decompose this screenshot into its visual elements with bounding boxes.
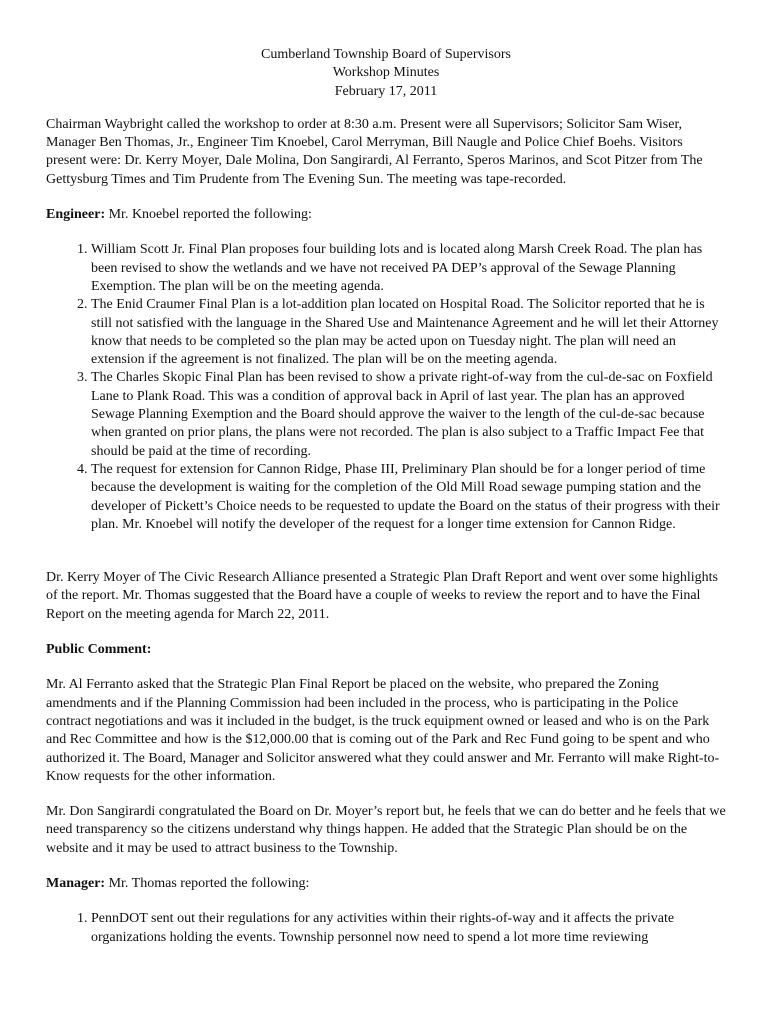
list-item: 1. William Scott Jr. Final Plan proposes four building lots and is located along Marsh Creek Road. The plan has been revised to show the wetlands and we have not received PA DEP’s approval of the Sewage Planning Exemption. The plan will be on the meeting agenda.: [91, 241, 726, 296]
manager-report-list: [46, 910, 726, 947]
header-organization: Cumberland Township Board of Supervisors: [261, 47, 511, 62]
header-document-type: Workshop Minutes: [332, 65, 440, 81]
moyer-paragraph: Dr. Kerry Moyer of The Civic Research Alliance presented a Strategic Plan Draft Report and went over some highlights of the report. Mr. Thomas suggested that the Board have a couple of weeks to review the report and to have the Final Report on the meeting agenda for March 22, 2011.: [46, 570, 718, 622]
spacer: [46, 551, 726, 569]
list-item: 3. The Charles Skopic Final Plan has been revised to show a private right-of-way from the cul-de-sac on Foxfield Lane to Plank Road. This was a condition of approval back in April of last year. The plan has an approved Sewage Planning Exemption and the Board should approve the waiver to the length of the cul-de-sac because when granted on prior plans, the plans were not recorded. The plan is also subject to a Traffic Impact Fee that should be paid at the time of recording.: [91, 369, 726, 460]
engineer-heading: [46, 206, 726, 224]
list-item: 1. PennDOT sent out their regulations for any activities within their rights-of-way and it affects the private organizations holding the events. Township personnel now need to spend a lot more time reviewing: [91, 910, 726, 947]
list-item: 4. The request for extension for Cannon Ridge, Phase III, Preliminary Plan should be for a longer period of time because the development is waiting for the completion of the Old Mill Road sewage pumping station and the developer of Pickett’s Choice needs to be requested to update the Board on the status of their progress with their plan. Mr. Knoebel will notify the developer of the request for a longer time extension for Cannon Ridge.: [91, 461, 726, 534]
public-comment-paragraph-sangirardi: Mr. Don Sangirardi congratulated the Board on Dr. Moyer’s report but, he feels that we can do better and he feels that we need transparency so the citizens understand why things happen. He added that the Strategic Plan should be on the website and it may be used to attract business to the Township.: [46, 804, 726, 856]
header-date: February 17, 2011: [334, 83, 438, 99]
manager-heading-text: Mr. Thomas reported the following:: [105, 875, 310, 891]
document-header: [46, 46, 726, 101]
list-item: 2. The Enid Craumer Final Plan is a lot-addition plan located on Hospital Road. The Solicitor reported that he is still not satisfied with the language in the Shared Use and Maintenance Agreement and he will let their Attorney know that needs to be completed so the plan may be acted upon on Tuesday night. The plan will need an extension if the agreement is not finalized. The plan will be on the meeting agenda.: [91, 296, 726, 369]
engineer-report-list: [46, 241, 726, 534]
engineer-label: Engineer:: [46, 207, 106, 223]
manager-label: Manager:: [46, 875, 106, 891]
intro-paragraph: Chairman Waybright called the workshop to order at 8:30 a.m. Present were all Supervisors; Solicitor Sam Wiser, Manager Ben Thomas, Jr., Engineer Tim Knoebel, Carol Merryman, Bill Naugle and Police Chief Boehs. Visitors present were: Dr. Kerry Moyer, Dale Molina, Don Sangirardi, Al Ferranto, Speros Marinos, and Scot Pitzer from The Gettysburg Times and Tim Prudente from The Evening Sun. The meeting was tape-recorded.: [46, 116, 703, 187]
manager-heading: [46, 875, 726, 893]
document-page: [46, 46, 726, 964]
engineer-heading-text: Mr. Knoebel reported the following:: [105, 207, 312, 223]
public-comment-paragraph-ferranto: Mr. Al Ferranto asked that the Strategic Plan Final Report be placed on the website, who prepared the Zoning amendments and if the Planning Commission had been included in the process, who is participating in the Police contract negotiations and was it included in the budget, is the truck equipment owned or leased and who is on the Park and Rec Committee and how is the $12,000.00 that is coming out of the Park and Rec Fund going to be spent and who authorized it. The Board, Manager and Solicitor answered what they could answer and Mr. Ferranto will make Right-to-Know requests for the other information.: [46, 677, 720, 784]
public-comment-heading: [46, 641, 726, 659]
public-comment-label: Public Comment:: [46, 642, 152, 658]
